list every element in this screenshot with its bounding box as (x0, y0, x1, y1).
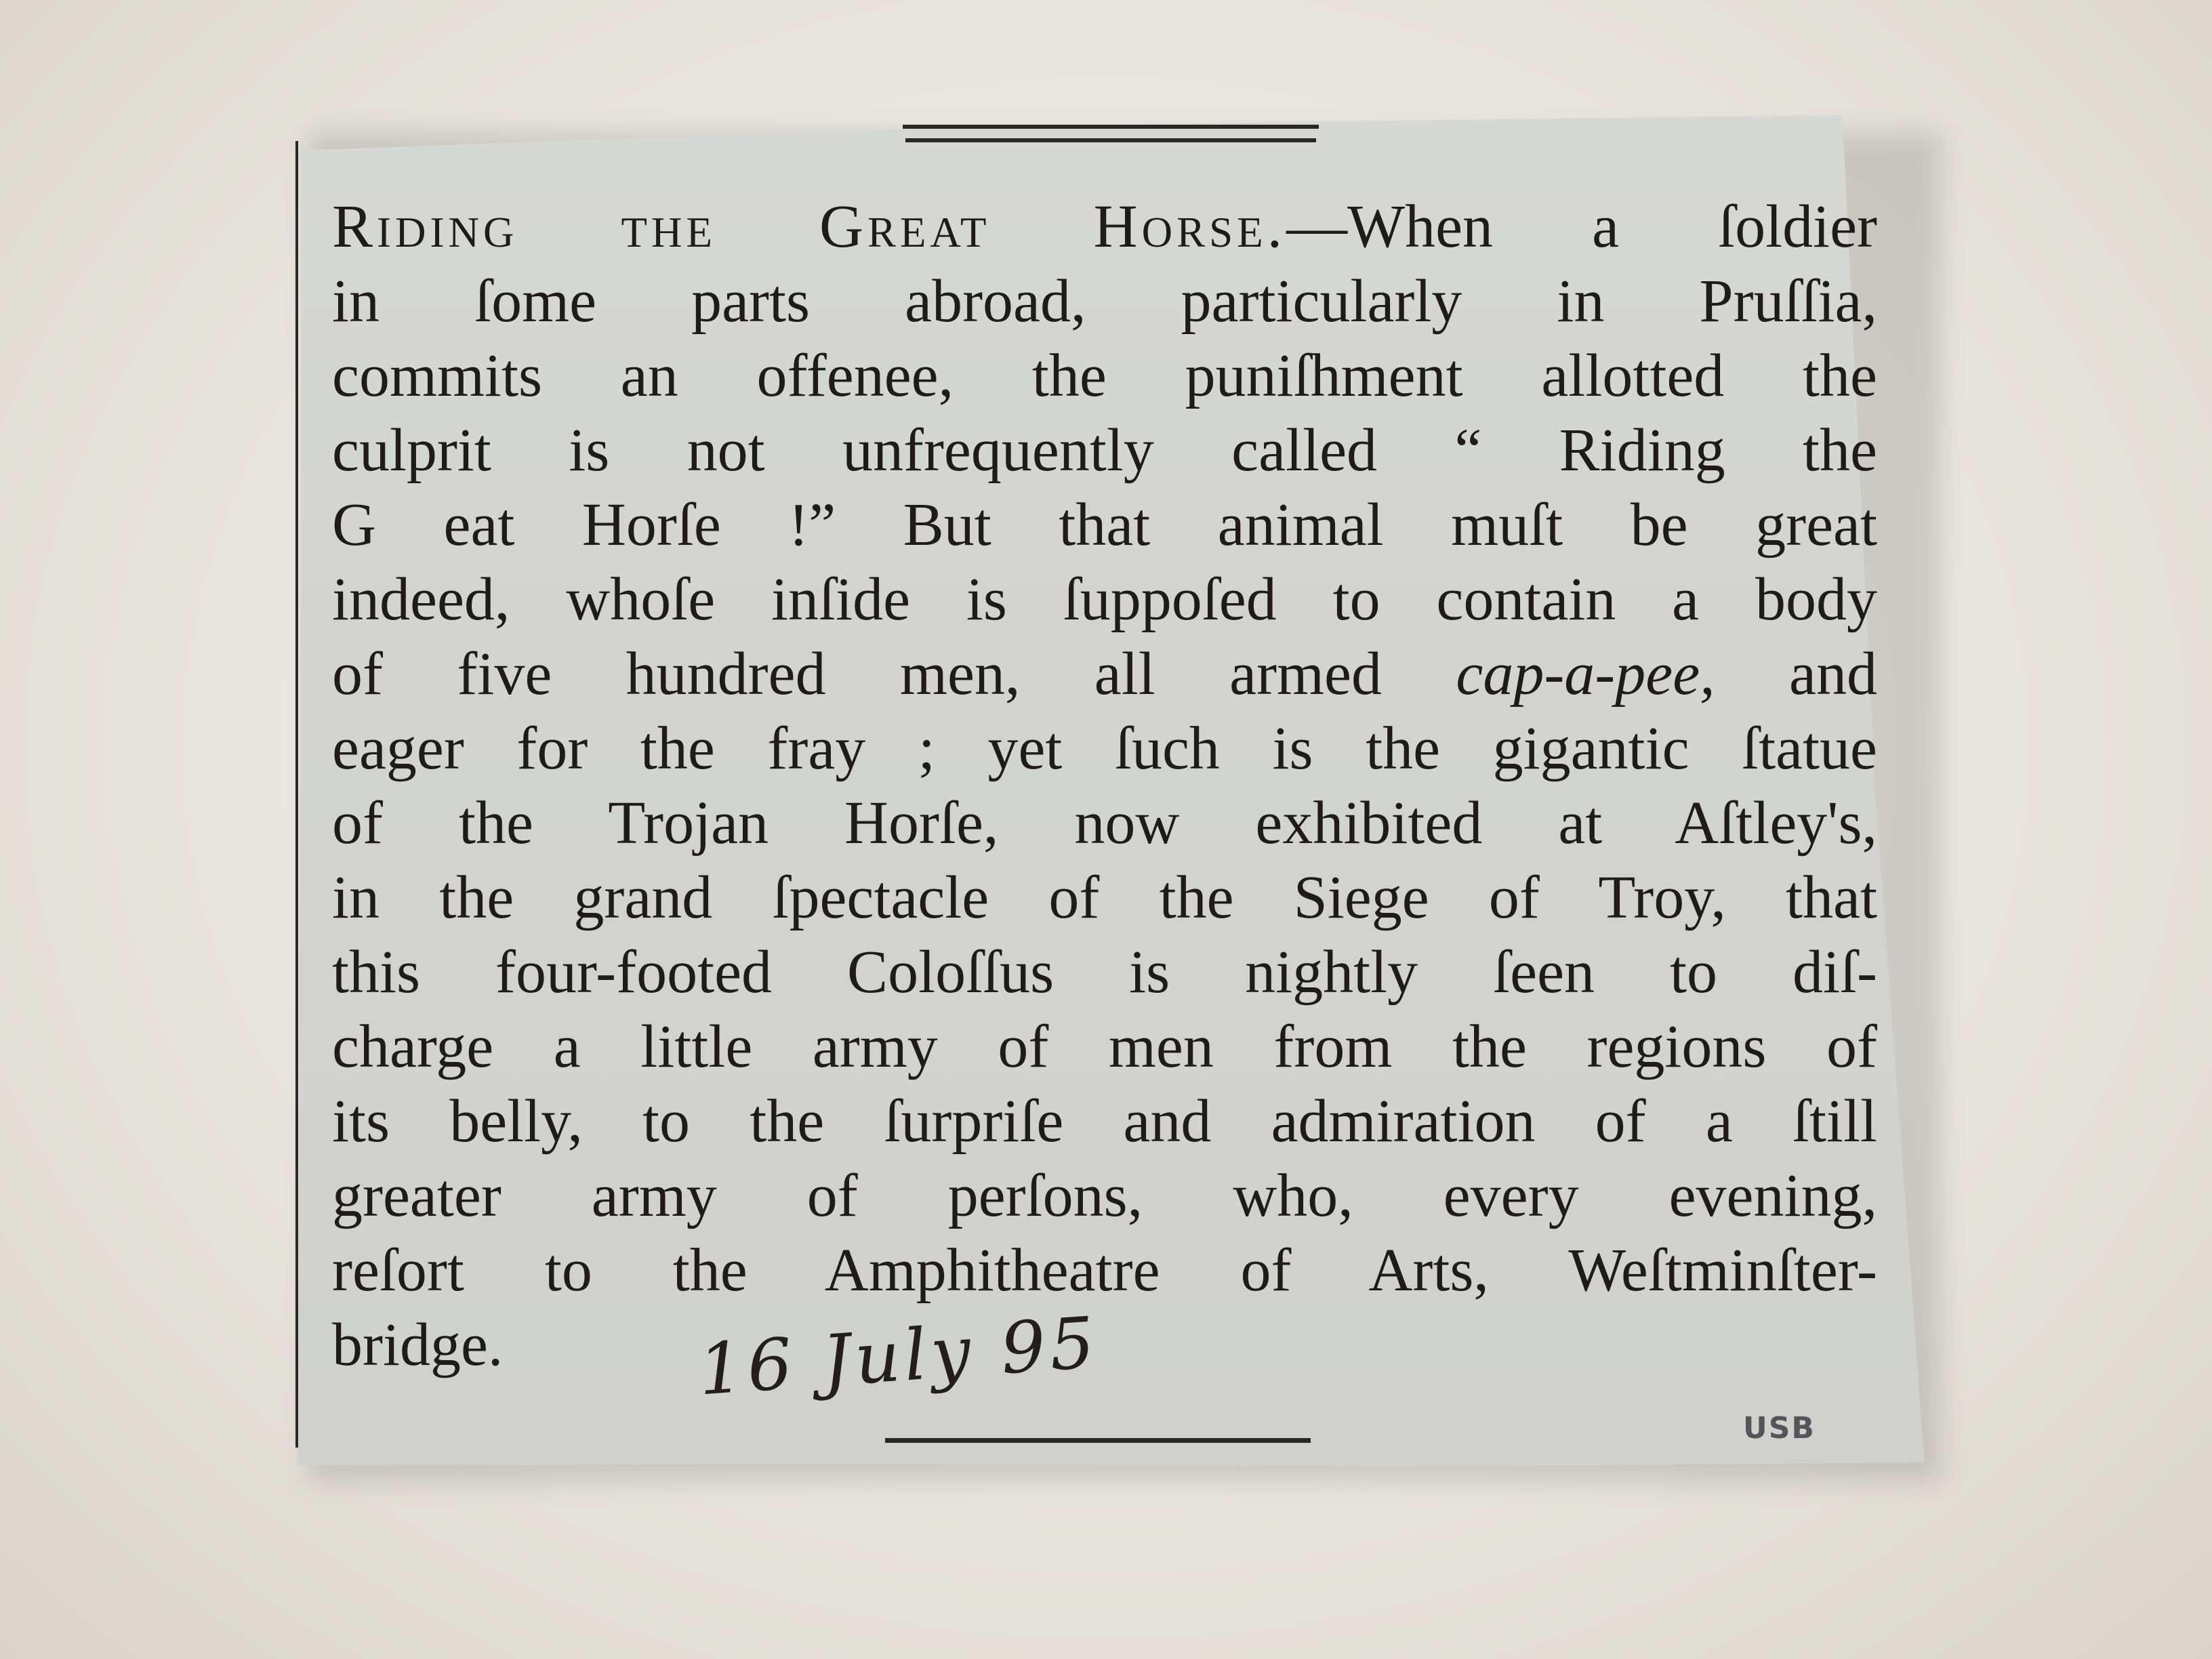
bottom-rule (885, 1438, 1311, 1443)
article-title: Riding the Great Horse. (332, 193, 1287, 260)
article-text: —When a ſoldier (1286, 193, 1877, 260)
top-rule-upper (903, 125, 1319, 129)
corner-mark: USB (1743, 1411, 1816, 1446)
article-line: bridge. (332, 1311, 504, 1378)
article-line: greater army of perſons, who, every evening, (332, 1162, 1877, 1229)
article-line: this four-footed Coloſſus is nightly ſeen to diſ- (332, 939, 1877, 1006)
column-rule (295, 141, 298, 1448)
italic-phrase: cap-a-pee, (1456, 640, 1715, 708)
article-line: eager for the fray ; yet ſuch is the gigantic ſtatue (332, 715, 1877, 782)
article-body (332, 190, 1877, 1382)
article-line: its belly, to the ſurpriſe and admiration of a ſtill (332, 1088, 1877, 1155)
article-line: reſort to the Amphitheatre of Arts, Weſtminſter- (332, 1237, 1877, 1304)
article-line: charge a little army of men from the regions of (332, 1013, 1877, 1080)
top-rule-lower (905, 138, 1316, 142)
article-line: culprit is not unfrequently called “ Riding the (332, 417, 1877, 484)
article-text: and (1715, 640, 1877, 708)
article-line: of the Trojan Horſe, now exhibited at Aſtley's, (332, 790, 1877, 857)
article-line: in ſome parts abroad, particularly in Pruſſia, (332, 268, 1877, 335)
article-line: indeed, whoſe inſide is ſuppoſed to contain a body (332, 566, 1877, 633)
article-line: G eat Horſe !” But that animal muſt be great (332, 491, 1877, 558)
article-line: in the grand ſpectacle of the Siege of Troy, that (332, 864, 1877, 931)
article-text: of five hundred men, all armed (332, 640, 1456, 708)
article-line: commits an offenee, the puniſhment allotted the (332, 342, 1877, 409)
article-line (332, 190, 1877, 264)
article-line (332, 637, 1877, 712)
handwritten-date: 16 July 95 (695, 1300, 1102, 1412)
